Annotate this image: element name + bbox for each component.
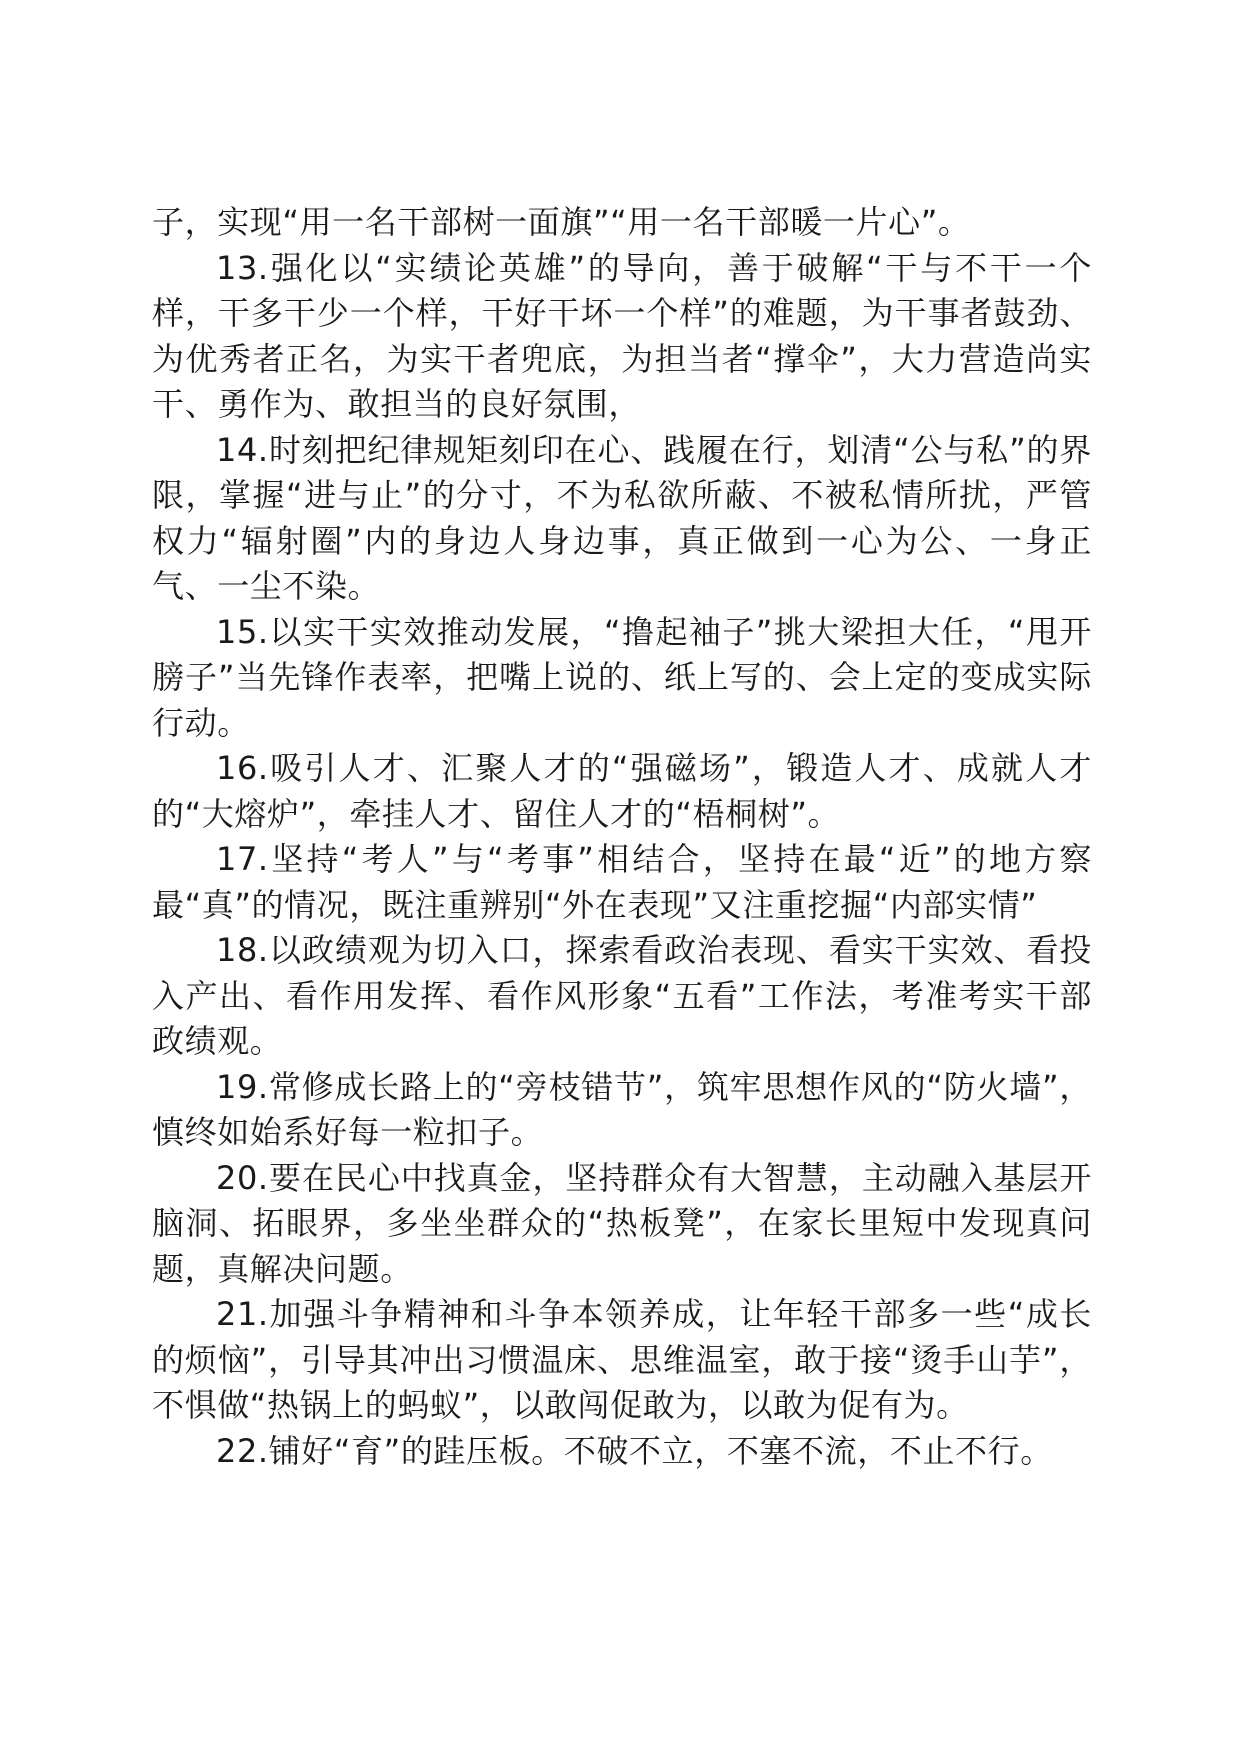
paragraph-14: 14.时刻把纪律规矩刻印在心、践履在行，划清“公与私”的界限，掌握“进与止”的分寸，不为私欲所蔽、不被私情所扰，严管权力“辐射圈”内的身边人身边事，真正做到一心为公、一身正气、一尘不染。 (152, 430, 1092, 605)
paragraph-20: 20.要在民心中找真金，坚持群众有大智慧，主动融入基层开脑洞、拓眼界，多坐坐群众的“热板凳”，在家长里短中发现真问题，真解决问题。 (152, 1158, 1092, 1288)
paragraph-19: 19.常修成长路上的“旁枝错节”，筑牢思想作风的“防火墙”，慎终如始系好每一粒扣子。 (152, 1067, 1092, 1151)
paragraph-continuation: 子，实现“用一名干部树一面旗”“用一名干部暖一片心”。 (152, 203, 971, 241)
paragraph-15: 15.以实干实效推动发展，“撸起袖子”挑大梁担大任，“甩开膀子”当先锋作表率，把嘴上说的、纸上写的、会上定的变成实际行动。 (152, 612, 1092, 742)
paragraph-18: 18.以政绩观为切入口，探索看政治表现、看实干实效、看投入产出、看作用发挥、看作风形象“五看”工作法，考准考实干部政绩观。 (152, 931, 1092, 1060)
paragraph-16: 16.吸引人才、汇聚人才的“强磁场”，锻造人才、成就人才的“大熔炉”，牵挂人才、留住人才的“梧桐树”。 (152, 749, 1092, 833)
paragraph-17: 17.坚持“考人”与“考事”相结合，坚持在最“近”的地方察最“真”的情况，既注重辨别“外在表现”又注重挖掘“内部实情” (152, 840, 1092, 924)
paragraph-22: 22.铺好“育”的跬压板。不破不立，不塞不流，不止不行。 (216, 1431, 1053, 1470)
document-page (152, 200, 1092, 1474)
paragraph-21: 21.加强斗争精神和斗争本领养成，让年轻干部多一些“成长的烦恼”，引导其冲出习惯温床、思维温室，敢于接“烫手山芋”，不惧做“热锅上的蚂蚁”，以敢闯促敢为，以敢为促有为。 (152, 1295, 1092, 1424)
paragraph-13: 13.强化以“实绩论英雄”的导向，善于破解“干与不干一个样，干多干少一个样，干好干坏一个样”的难题，为干事者鼓劲、为优秀者正名，为实干者兜底，为担当者“撑伞”，大力营造尚实干、勇作为、敢担当的良好氛围， (152, 248, 1092, 423)
